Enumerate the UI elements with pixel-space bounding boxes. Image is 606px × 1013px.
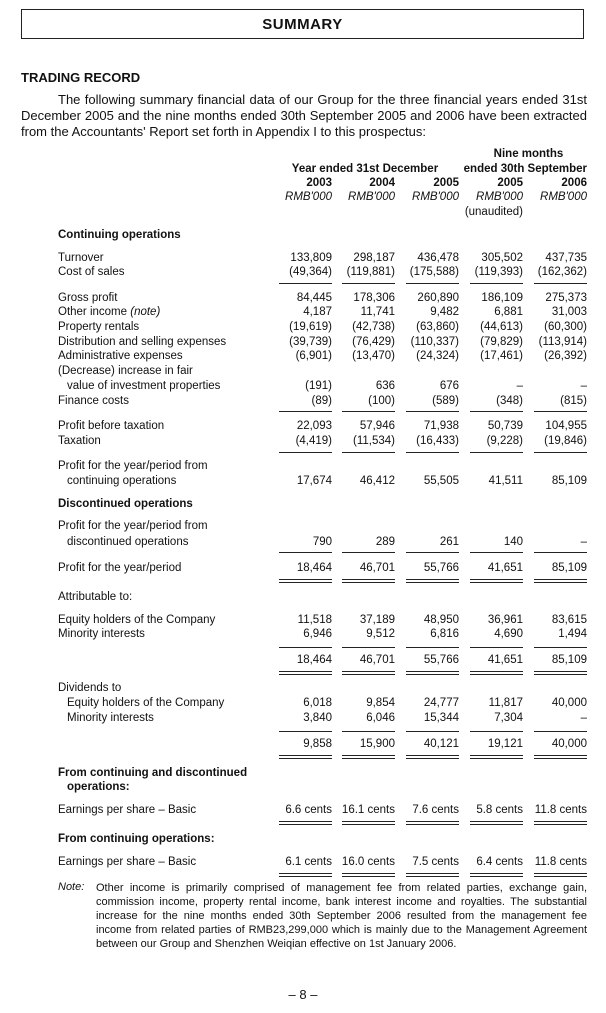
section-operations: operations: — [67, 781, 130, 793]
cell-value: (6,901) — [295, 350, 332, 362]
double-rule-line — [279, 674, 332, 675]
double-rule-line — [406, 674, 459, 675]
row-label: Taxation — [58, 435, 101, 447]
double-rule-line — [406, 579, 459, 580]
row-label: Property rentals — [58, 321, 140, 333]
cell-value: 437,735 — [545, 252, 587, 264]
double-rule-line — [534, 579, 587, 580]
cell-value: 7,304 — [494, 712, 523, 724]
note-label: Note: — [58, 881, 85, 893]
row-label: Profit for the year/period from — [58, 460, 208, 472]
double-rule-line — [279, 821, 332, 822]
double-rule-line — [470, 873, 523, 874]
rule-line — [470, 452, 523, 453]
row-label — [58, 305, 160, 319]
cell-value: 4,187 — [303, 306, 332, 318]
cell-value: 71,938 — [423, 420, 459, 432]
cell-value: 48,950 — [423, 614, 459, 626]
rule-line — [406, 647, 459, 648]
double-rule-line — [279, 876, 332, 877]
double-rule-line — [342, 579, 395, 580]
double-rule-line — [470, 876, 523, 877]
cell-value: 298,187 — [353, 252, 395, 264]
double-rule-line — [406, 876, 459, 877]
cell-value: 289 — [375, 536, 395, 548]
cell-value: (44,613) — [480, 321, 523, 333]
cell-value: (60,300) — [544, 321, 587, 333]
double-rule-line — [279, 824, 332, 825]
cell-value: 7.5 cents — [412, 856, 459, 868]
row-label: Finance costs — [58, 395, 129, 407]
double-rule-line — [342, 671, 395, 672]
rule-line — [470, 283, 523, 284]
cell-value: 15,900 — [359, 738, 395, 750]
rule-line — [470, 731, 523, 732]
cell-value: 40,000 — [551, 697, 587, 709]
row-label: Gross profit — [58, 292, 118, 304]
double-rule-line — [470, 582, 523, 583]
cell-value: 133,809 — [290, 252, 332, 264]
cell-value: 260,890 — [417, 292, 459, 304]
cell-value: 6,946 — [303, 628, 332, 640]
row-label-continued: value of investment properties — [67, 380, 221, 392]
cell-value: 46,412 — [359, 475, 395, 487]
rule-line — [406, 452, 459, 453]
cell-value: 140 — [503, 536, 523, 548]
cell-value: 178,306 — [353, 292, 395, 304]
cell-value: 41,651 — [487, 654, 523, 666]
rule-line — [470, 552, 523, 553]
row-label-continued: discontinued operations — [67, 536, 189, 548]
cell-value: 41,651 — [487, 562, 523, 574]
rule-line — [342, 552, 395, 553]
cell-value: (113,914) — [538, 336, 587, 348]
cell-value: 41,511 — [488, 475, 523, 487]
intro-paragraph: The following summary financial data of our Group for the three financial years ended 31st December 2005 and the nine months ended 30th September 2005 and 2006 have been extracted from the Accountants' Report set forth in Appendix I to this prospectus: — [21, 92, 587, 139]
double-rule-line — [534, 824, 587, 825]
cell-value: 46,701 — [359, 562, 395, 574]
cell-value: 9,858 — [303, 738, 332, 750]
header-unit: RMB'000 — [412, 191, 459, 203]
cell-value: 37,189 — [359, 614, 395, 626]
cell-value: 6.1 cents — [285, 856, 332, 868]
row-label: Turnover — [58, 252, 104, 264]
section-attributable-to: Attributable to: — [58, 591, 133, 603]
rule-line — [342, 452, 395, 453]
rule-line — [534, 647, 587, 648]
row-label: Equity holders of the Company — [67, 697, 225, 709]
section-from-continuing-operations: From continuing operations: — [58, 833, 215, 845]
cell-value: 46,701 — [359, 654, 395, 666]
double-rule-line — [342, 821, 395, 822]
double-rule-line — [470, 755, 523, 756]
header-unit: RMB'000 — [476, 191, 523, 203]
cell-value: (11,534) — [353, 435, 395, 447]
rule-line — [279, 731, 332, 732]
cell-value: (110,337) — [410, 336, 459, 348]
section-from-continuing-and-discontinued: From continuing and discontinued — [58, 767, 248, 779]
cell-value: (119,393) — [474, 266, 523, 278]
cell-value: 15,344 — [423, 712, 459, 724]
cell-value: (13,470) — [352, 350, 395, 362]
rule-line — [534, 731, 587, 732]
cell-value: 9,854 — [366, 697, 395, 709]
double-rule-line — [534, 876, 587, 877]
row-label: Earnings per share – Basic — [58, 804, 197, 816]
cell-value: (16,433) — [416, 435, 459, 447]
cell-value: 6,046 — [366, 712, 395, 724]
cell-value: 40,000 — [551, 738, 587, 750]
double-rule-line — [342, 824, 395, 825]
rule-line — [534, 283, 587, 284]
row-label: Profit for the year/period — [58, 562, 182, 574]
cell-value: 4,690 — [494, 628, 523, 640]
note-text: Other income is primarily comprised of management fee from related parties, exchange gain, commission income, property rental income, bank interest income and royalties. The substantial increase for the nine months ended 30th September 2006 resulted from the management fee income from related parties of RMB23,299,000 which is mainly due to the Management Agreement between our Group and Shenzhen Weiqian effective on 1st January 2006. — [96, 882, 587, 950]
cell-value: 5.8 cents — [476, 804, 523, 816]
rule-line — [342, 283, 395, 284]
double-rule-line — [406, 821, 459, 822]
row-label: Cost of sales — [58, 266, 125, 278]
cell-value: 19,121 — [487, 738, 523, 750]
double-rule-line — [279, 758, 332, 759]
double-rule-line — [534, 671, 587, 672]
cell-value: 6,816 — [430, 628, 459, 640]
row-label: (Decrease) increase in fair — [58, 365, 193, 377]
double-rule-line — [342, 755, 395, 756]
row-label: Administrative expenses — [58, 350, 183, 362]
cell-value: (191) — [305, 380, 332, 392]
rule-line — [342, 731, 395, 732]
section-discontinued-operations: Discontinued operations — [58, 498, 193, 510]
cell-value: 6,018 — [303, 697, 332, 709]
cell-value: 18,464 — [296, 562, 332, 574]
cell-value: 84,445 — [296, 292, 332, 304]
double-rule-line — [279, 873, 332, 874]
cell-value: (19,619) — [289, 321, 332, 333]
cell-value: 22,093 — [296, 420, 332, 432]
header-unit: RMB'000 — [540, 191, 587, 203]
cell-value: 6.6 cents — [285, 804, 332, 816]
cell-value: 11,741 — [360, 306, 395, 318]
cell-value: (19,846) — [544, 435, 587, 447]
cell-value: – — [580, 536, 587, 548]
cell-value: (76,429) — [352, 336, 395, 348]
cell-value: (9,228) — [486, 435, 523, 447]
double-rule-line — [470, 674, 523, 675]
double-rule-line — [342, 674, 395, 675]
cell-value: 275,373 — [545, 292, 587, 304]
row-label-continued: continuing operations — [67, 475, 177, 487]
cell-value: 11.8 cents — [534, 856, 587, 868]
rule-line — [279, 647, 332, 648]
double-rule-line — [406, 824, 459, 825]
cell-value: 55,766 — [423, 654, 459, 666]
double-rule-line — [534, 873, 587, 874]
cell-value: (42,738) — [352, 321, 395, 333]
double-rule-line — [406, 671, 459, 672]
cell-value: (17,461) — [480, 350, 523, 362]
cell-value: – — [580, 380, 587, 392]
double-rule-line — [342, 758, 395, 759]
rule-line — [279, 411, 332, 412]
rule-line — [342, 411, 395, 412]
cell-value: (26,392) — [544, 350, 587, 362]
cell-value: 104,955 — [545, 420, 587, 432]
row-label: Minority interests — [58, 628, 145, 640]
cell-value: (100) — [368, 395, 395, 407]
cell-value: (39,739) — [289, 336, 332, 348]
double-rule-line — [534, 674, 587, 675]
row-label-text: Other income — [58, 306, 128, 318]
double-rule-line — [470, 758, 523, 759]
cell-value: 24,777 — [423, 697, 459, 709]
cell-value: 3,840 — [303, 712, 332, 724]
rule-line — [470, 647, 523, 648]
rule-line — [534, 411, 587, 412]
rule-line — [279, 552, 332, 553]
double-rule-line — [279, 671, 332, 672]
double-rule-line — [406, 755, 459, 756]
double-rule-line — [534, 755, 587, 756]
cell-value: 50,739 — [487, 420, 523, 432]
cell-value: 40,121 — [423, 738, 459, 750]
cell-value: (49,364) — [289, 266, 332, 278]
row-label: Distribution and selling expenses — [58, 336, 227, 348]
rule-line — [534, 552, 587, 553]
header-unit: RMB'000 — [348, 191, 395, 203]
header-year: 2005 — [497, 177, 523, 189]
double-rule-line — [279, 579, 332, 580]
header-year: 2004 — [369, 177, 395, 189]
double-rule-line — [342, 873, 395, 874]
cell-value: – — [516, 380, 523, 392]
double-rule-line — [534, 582, 587, 583]
cell-value: 17,674 — [296, 475, 332, 487]
row-label: Profit before taxation — [58, 420, 165, 432]
cell-value: 436,478 — [417, 252, 459, 264]
cell-value: (815) — [560, 395, 587, 407]
rule-line — [406, 283, 459, 284]
double-rule-line — [342, 876, 395, 877]
header-unit: RMB'000 — [285, 191, 332, 203]
cell-value: 31,003 — [551, 306, 587, 318]
cell-value: 9,482 — [430, 306, 459, 318]
section-continuing-operations: Continuing operations — [58, 229, 181, 241]
cell-value: (348) — [496, 395, 523, 407]
cell-value: 11,518 — [297, 614, 332, 626]
cell-value: 16.0 cents — [341, 856, 395, 868]
double-rule-line — [470, 824, 523, 825]
header-year: 2003 — [306, 177, 332, 189]
cell-value: 18,464 — [296, 654, 332, 666]
cell-value: 305,502 — [481, 252, 523, 264]
header-unaudited: (unaudited) — [464, 206, 523, 218]
cell-value: 55,766 — [423, 562, 459, 574]
cell-value: 57,946 — [359, 420, 395, 432]
rule-line — [279, 283, 332, 284]
cell-value: (119,881) — [346, 266, 395, 278]
section-heading: TRADING RECORD — [21, 70, 141, 85]
header-year: 2005 — [433, 177, 459, 189]
cell-value: 11,817 — [488, 697, 523, 709]
row-label: Profit for the year/period from — [58, 520, 208, 532]
rule-line — [342, 647, 395, 648]
row-label: Earnings per share – Basic — [58, 856, 197, 868]
header-year: 2006 — [561, 177, 587, 189]
cell-value: (63,860) — [416, 321, 459, 333]
rule-line — [534, 452, 587, 453]
cell-value: 55,505 — [423, 475, 459, 487]
cell-value: (4,419) — [295, 435, 332, 447]
rule-line — [279, 452, 332, 453]
double-rule-line — [279, 755, 332, 756]
cell-value: 1,494 — [558, 628, 587, 640]
double-rule-line — [406, 582, 459, 583]
cell-value: (89) — [311, 395, 332, 407]
summary-title-box — [21, 9, 584, 39]
rule-line — [470, 411, 523, 412]
double-rule-line — [279, 582, 332, 583]
double-rule-line — [406, 873, 459, 874]
header-ended-30th-september: ended 30th September — [463, 163, 587, 175]
cell-value: 261 — [439, 536, 459, 548]
cell-value: 9,512 — [366, 628, 395, 640]
double-rule-line — [470, 821, 523, 822]
cell-value: 636 — [375, 380, 395, 392]
cell-value: 11.8 cents — [534, 804, 587, 816]
header-nine-months: Nine months — [493, 148, 564, 160]
header-year-ended: Year ended 31st December — [291, 163, 439, 175]
rule-line — [406, 731, 459, 732]
cell-value: (79,829) — [480, 336, 523, 348]
double-rule-line — [470, 671, 523, 672]
double-rule-line — [470, 579, 523, 580]
double-rule-line — [534, 821, 587, 822]
cell-value: (589) — [432, 395, 459, 407]
page-number: – 8 – — [288, 987, 318, 1002]
cell-value: 85,109 — [551, 654, 587, 666]
double-rule-line — [342, 582, 395, 583]
cell-value: (175,588) — [409, 266, 459, 278]
section-dividends-to: Dividends to — [58, 682, 122, 694]
cell-value: 6.4 cents — [476, 856, 523, 868]
cell-value: 36,961 — [487, 614, 523, 626]
row-label: Equity holders of the Company — [58, 614, 216, 626]
summary-title: SUMMARY — [262, 15, 343, 33]
cell-value: 6,881 — [494, 306, 523, 318]
cell-value: 85,109 — [551, 475, 587, 487]
cell-value: 186,109 — [481, 292, 523, 304]
cell-value: 83,615 — [551, 614, 587, 626]
rule-line — [406, 552, 459, 553]
cell-value: 676 — [439, 380, 459, 392]
double-rule-line — [534, 758, 587, 759]
row-label: Minority interests — [67, 712, 154, 724]
cell-value: 85,109 — [551, 562, 587, 574]
cell-value: 790 — [312, 536, 332, 548]
row-label-note: (note) — [130, 306, 161, 318]
double-rule-line — [406, 758, 459, 759]
cell-value: – — [580, 712, 587, 724]
cell-value: 16.1 cents — [341, 804, 395, 816]
cell-value: (162,362) — [537, 266, 587, 278]
rule-line — [406, 411, 459, 412]
cell-value: 7.6 cents — [412, 804, 459, 816]
cell-value: (24,324) — [416, 350, 459, 362]
